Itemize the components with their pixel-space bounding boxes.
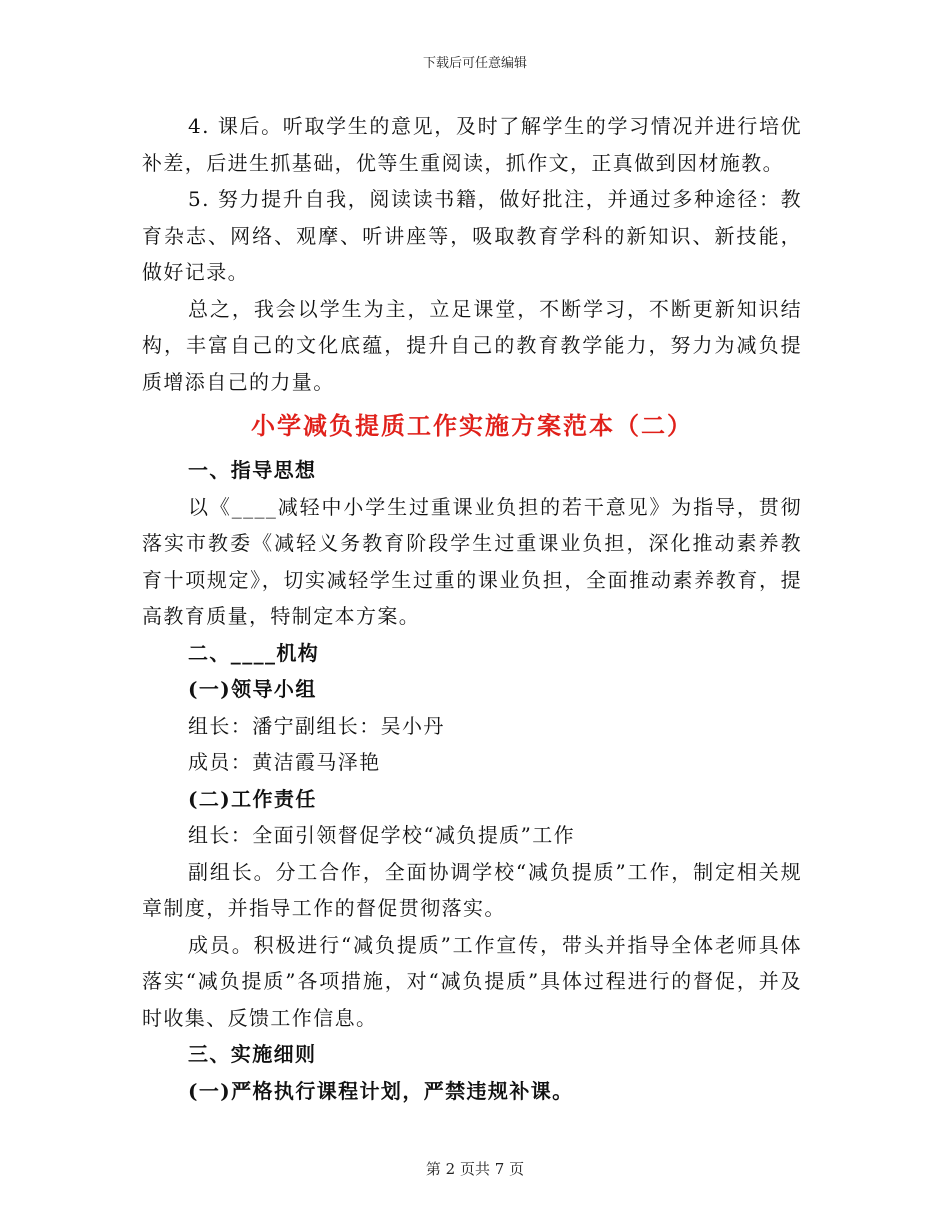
paragraph-group-leaders: 组长：潘宁副组长：吴小丹 bbox=[188, 713, 445, 738]
paragraph-member-duty: 成员。积极进行“减负提质”工作宣传，带头并指导全体老师具体落实“减负提质”各项措施，对“减负提质”具体过程进行的督促，并及时收集、反馈工作信息。 bbox=[142, 932, 802, 1030]
page-header: 下载后可任意编辑 bbox=[422, 56, 527, 71]
heading-implementation-rules: 三、实施细则 bbox=[188, 1042, 317, 1066]
heading-leadership-group: (一)领导小组 bbox=[188, 677, 317, 701]
paragraph-after-class: 4. 课后。听取学生的意见，及时了解学生的学习情况并进行培优补差，后进生抓基础，优等生重阅读，抓作文，正真做到因材施教。 bbox=[142, 114, 802, 175]
paragraph-leader-duty: 组长：全面引领督促学校“减负提质”工作 bbox=[188, 823, 576, 847]
paragraph-guiding-ideology: 以《____减轻中小学生过重课业负担的若干意见》为指导，贯彻落实市教委《减轻义务教育阶段学生过重课业负担，深化推动素养教育十项规定》，切实减轻学生过重的课业负担，全面推动素养教育，提高教育质量，特制定本方案。 bbox=[142, 494, 802, 628]
paragraph-deputy-duty: 副组长。分工合作，全面协调学校“减负提质”工作，制定相关规章制度，并指导工作的督促贯彻落实。 bbox=[142, 859, 802, 920]
section-title: 小学减负提质工作实施方案范本（二） bbox=[251, 411, 693, 440]
heading-guiding-ideology: 一、指导思想 bbox=[188, 458, 317, 482]
paragraph-group-members: 成员：黄洁霞马泽艳 bbox=[188, 750, 381, 774]
paragraph-self-improvement: 5. 努力提升自我，阅读读书籍，做好批注，并通过多种途径：教育杂志、网络、观摩、听讲座等，吸取教育学科的新知识、新技能，做好记录。 bbox=[142, 187, 802, 284]
page-footer: 第 2 页共 7 页 bbox=[425, 1160, 525, 1178]
document-body bbox=[142, 108, 802, 1109]
heading-course-plan: (一)严格执行课程计划，严禁违规补课。 bbox=[188, 1078, 574, 1103]
paragraph-summary: 总之，我会以学生为主，立足课堂，不断学习，不断更新知识结构，丰富自己的文化底蕴，提升自己的教育教学能力，努力为减负提质增添自己的力量。 bbox=[142, 296, 802, 394]
heading-work-responsibility: (二)工作责任 bbox=[188, 786, 317, 811]
heading-organization: 二、____机构 bbox=[188, 640, 320, 665]
